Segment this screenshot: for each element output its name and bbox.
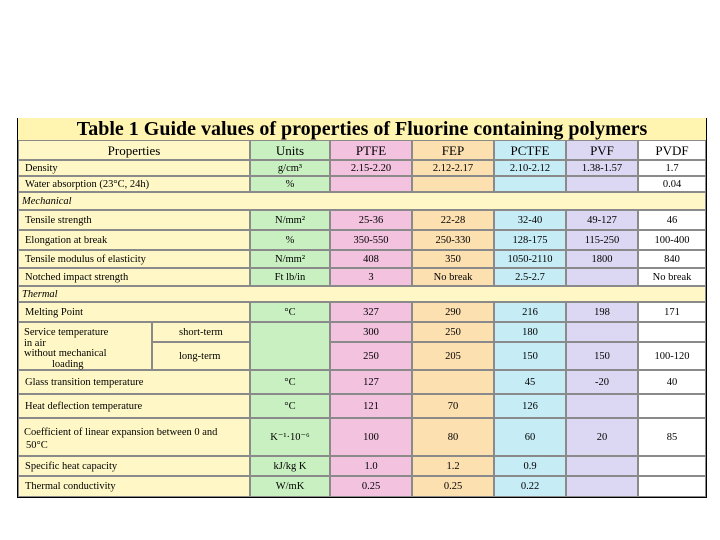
row-notched-pvdf: No break [638, 268, 706, 286]
row-service-long-pctfe: 150 [494, 342, 566, 370]
row-glass-pvf: -20 [566, 370, 638, 394]
row-glass-ptfe: 127 [330, 370, 412, 394]
row-tensile-fep: 22-28 [412, 210, 494, 230]
row-heat-unit: °C [250, 394, 330, 418]
row-modulus-pctfe: 1050-2110 [494, 250, 566, 268]
row-conduct-pctfe: 0.22 [494, 476, 566, 497]
row-heat-fep: 70 [412, 394, 494, 418]
row-service-short-ptfe: 300 [330, 322, 412, 342]
row-melting-pvdf: 171 [638, 302, 706, 322]
row-modulus-fep: 350 [412, 250, 494, 268]
row-tensile-pvf: 49-127 [566, 210, 638, 230]
service-label-line1: Service temperature [24, 327, 109, 338]
row-density-pctfe: 2.10-2.12 [494, 160, 566, 176]
row-specific-ptfe: 1.0 [330, 456, 412, 476]
section-thermal-band [18, 286, 706, 302]
row-specific-label: Specific heat capacity [18, 456, 250, 476]
row-specific-pvdf [638, 456, 706, 476]
row-service-short-fep: 250 [412, 322, 494, 342]
row-coef-label [24, 426, 217, 452]
row-tensile-ptfe: 25-36 [330, 210, 412, 230]
row-water-pvdf: 0.04 [638, 176, 706, 192]
row-coef-pvf: 20 [566, 418, 638, 456]
row-coef-unit: K⁻¹·10⁻⁶ [250, 418, 330, 456]
row-notched-pvf [566, 268, 638, 286]
row-conduct-pvf [566, 476, 638, 497]
row-elong-pctfe: 128-175 [494, 230, 566, 250]
row-elong-label: Elongation at break [18, 230, 250, 250]
row-water-unit: % [250, 176, 330, 192]
row-modulus-label: Tensile modulus of elasticity [18, 250, 250, 268]
row-water-ptfe [330, 176, 412, 192]
row-conduct-ptfe: 0.25 [330, 476, 412, 497]
row-service-long-label: long-term [152, 342, 250, 370]
row-conduct-fep: 0.25 [412, 476, 494, 497]
row-melting-pctfe: 216 [494, 302, 566, 322]
row-heat-ptfe: 121 [330, 394, 412, 418]
row-notched-label: Notched impact strength [18, 268, 250, 286]
row-service-long-fep: 205 [412, 342, 494, 370]
row-tensile-pctfe: 32-40 [494, 210, 566, 230]
row-coef-fep: 80 [412, 418, 494, 456]
row-elong-pvdf: 100-400 [638, 230, 706, 250]
row-melting-fep: 290 [412, 302, 494, 322]
service-label-line3: without mechanical [24, 348, 107, 359]
row-elong-ptfe: 350-550 [330, 230, 412, 250]
header-pvf: PVF [566, 140, 638, 160]
row-melting-ptfe: 327 [330, 302, 412, 322]
row-tensile-unit: N/mm² [250, 210, 330, 230]
row-density-pvdf: 1.7 [638, 160, 706, 176]
row-conduct-unit: W/mK [250, 476, 330, 497]
row-density-label: Density [18, 160, 250, 176]
row-heat-pvdf [638, 394, 706, 418]
service-label-line2: in air [24, 337, 46, 349]
row-elong-fep: 250-330 [412, 230, 494, 250]
row-conduct-pvdf [638, 476, 706, 497]
row-density-unit: g/cm³ [250, 160, 330, 176]
row-modulus-pvf: 1800 [566, 250, 638, 268]
row-conduct-label: Thermal conductivity [18, 476, 250, 497]
row-service-long-ptfe: 250 [330, 342, 412, 370]
row-elong-unit: % [250, 230, 330, 250]
row-notched-pctfe: 2.5-2.7 [494, 268, 566, 286]
row-elong-pvf: 115-250 [566, 230, 638, 250]
row-service-short-pvdf [638, 322, 706, 342]
section-mechanical: Mechanical [22, 196, 72, 207]
row-melting-label: Melting Point [18, 302, 250, 322]
row-notched-fep: No break [412, 268, 494, 286]
row-water-pvf [566, 176, 638, 192]
row-specific-unit: kJ/kg K [250, 456, 330, 476]
row-service-label [24, 328, 108, 370]
header-units: Units [250, 140, 330, 160]
row-specific-pvf [566, 456, 638, 476]
header-ptfe: PTFE [330, 140, 412, 160]
service-label-line4: loading [52, 358, 84, 370]
row-modulus-pvdf: 840 [638, 250, 706, 268]
row-modulus-ptfe: 408 [330, 250, 412, 268]
row-service-long-pvf: 150 [566, 342, 638, 370]
row-water-label: Water absorption (23°C, 24h) [18, 176, 250, 192]
row-glass-pctfe: 45 [494, 370, 566, 394]
row-tensile-pvdf: 46 [638, 210, 706, 230]
row-density-ptfe: 2.15-2.20 [330, 160, 412, 176]
row-service-short-label: short-term [152, 322, 250, 342]
header-properties: Properties [18, 140, 250, 160]
header-pvdf: PVDF [638, 140, 706, 160]
row-glass-unit: °C [250, 370, 330, 394]
row-specific-fep: 1.2 [412, 456, 494, 476]
coef-label-line2: 50°C [26, 440, 48, 451]
header-fep: FEP [412, 140, 494, 160]
row-coef-pctfe: 60 [494, 418, 566, 456]
row-heat-label: Heat deflection temperature [18, 394, 250, 418]
row-heat-pctfe: 126 [494, 394, 566, 418]
row-tensile-label: Tensile strength [18, 210, 250, 230]
row-water-pctfe [494, 176, 566, 192]
row-water-fep [412, 176, 494, 192]
table-title: Table 1 Guide values of properties of Fluorine containing polymers [18, 118, 706, 140]
row-coef-pvdf: 85 [638, 418, 706, 456]
header-pctfe: PCTFE [494, 140, 566, 160]
row-service-short-pctfe: 180 [494, 322, 566, 342]
row-notched-ptfe: 3 [330, 268, 412, 286]
row-service-long-pvdf: 100-120 [638, 342, 706, 370]
section-thermal: Thermal [22, 289, 58, 300]
row-heat-pvf [566, 394, 638, 418]
row-density-fep: 2.12-2.17 [412, 160, 494, 176]
row-melting-pvf: 198 [566, 302, 638, 322]
coef-label-line1: Coefficient of linear expansion between 0 and [24, 427, 218, 438]
row-service-short-pvf [566, 322, 638, 342]
row-melting-unit: °C [250, 302, 330, 322]
row-service-unit [250, 322, 330, 370]
row-notched-unit: Ft lb/in [250, 268, 330, 286]
row-modulus-unit: N/mm² [250, 250, 330, 268]
row-glass-label: Glass transition temperature [18, 370, 250, 394]
section-mechanical-band [18, 192, 706, 210]
row-glass-pvdf: 40 [638, 370, 706, 394]
row-specific-pctfe: 0.9 [494, 456, 566, 476]
row-coef-ptfe: 100 [330, 418, 412, 456]
row-glass-fep [412, 370, 494, 394]
row-density-pvf: 1.38-1.57 [566, 160, 638, 176]
